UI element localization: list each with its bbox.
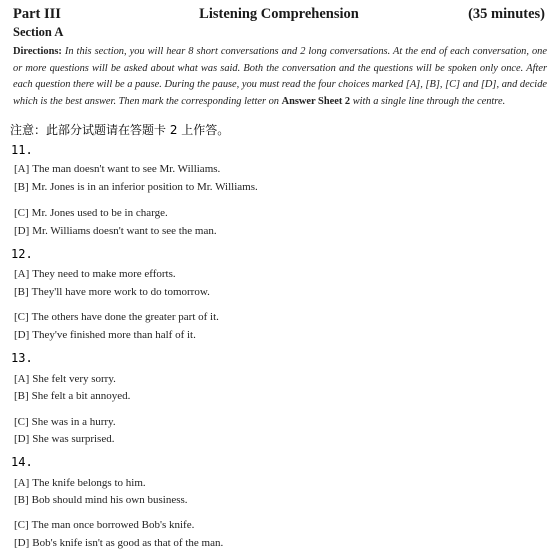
question-13-option-b[interactable] [14,390,130,402]
option-mark: [A] [14,163,30,175]
question-13-number: 13. [11,351,33,365]
part-label: Part III [13,6,61,22]
question-11-option-d[interactable] [14,225,217,237]
option-mark: [C] [14,207,29,219]
page-title: Listening Comprehension [199,6,359,22]
time-limit: (35 minutes) [468,6,545,22]
option-text: The man doesn't want to see Mr. Williams. [32,163,221,175]
option-mark: [A] [14,373,30,385]
option-text: Bob's knife isn't as good as that of the man. [32,537,224,549]
option-text: They need to make more efforts. [32,268,176,280]
directions-text-2: and decide which is the best answer. Then mark the corresponding letter on [13,79,547,107]
directions-choices: [A], [B], [C] and [D], [405,79,500,91]
question-14-number: 14. [11,455,33,469]
directions-paragraph [13,44,547,110]
option-text: She felt a bit annoyed. [31,390,131,402]
directions-label: Directions: [13,46,62,57]
option-mark: [B] [14,286,29,298]
question-11-option-c[interactable] [14,207,168,219]
option-text: Mr. Williams doesn't want to see the man. [32,225,217,237]
option-mark: [A] [14,268,30,280]
question-11-option-a[interactable] [14,163,220,175]
option-mark: [C] [14,416,29,428]
question-14-option-d[interactable] [14,537,223,549]
option-mark: [D] [14,329,30,341]
option-mark: [D] [14,537,30,549]
directions-text-1: In this section, you will hear 8 short conversations and 2 long conversations. At the end of each conversation, one or more questions will be asked about what was said. Both the conversation and the questions will be spoken only once. After each question there will be a pause. During the pause, you must read the four choices marked [13,46,547,91]
option-mark: [B] [14,494,29,506]
question-12-option-d[interactable] [14,329,196,341]
option-text: The others have done the greater part of it. [31,311,219,323]
option-mark: [C] [14,311,29,323]
question-11-number: 11. [11,143,33,157]
question-11-option-b[interactable] [14,181,258,193]
option-mark: [D] [14,225,30,237]
option-text: She felt very sorry. [32,373,116,385]
option-text: She was surprised. [32,433,115,445]
option-text: Bob should mind his own business. [31,494,188,506]
answer-sheet-label: Answer Sheet 2 [281,95,351,107]
question-12-option-b[interactable] [14,286,210,298]
option-text: They'll have more work to do tomorrow. [31,286,210,298]
question-14-option-c[interactable] [14,519,194,531]
option-text: Mr. Jones is in an inferior position to Mr. Williams. [31,181,258,193]
option-mark: [D] [14,433,30,445]
page-header [13,6,545,24]
question-13-option-c[interactable] [14,416,116,428]
option-mark: [A] [14,477,30,489]
section-heading: Section A [13,25,64,39]
option-mark: [B] [14,390,29,402]
option-text: They've finished more than half of it. [32,329,196,341]
question-14-option-a[interactable] [14,477,146,489]
answer-note: 注意：此部分试题请在答题卡 2 上作答。 [10,123,230,137]
option-text: She was in a hurry. [31,416,116,428]
question-13-option-d[interactable] [14,433,114,445]
question-14-option-b[interactable] [14,494,188,506]
directions-text-3: with a single line through the centre. [350,95,506,107]
question-12-number: 12. [11,247,33,261]
question-12-option-a[interactable] [14,268,176,280]
option-text: Mr. Jones used to be in charge. [31,207,168,219]
option-mark: [B] [14,181,29,193]
option-text: The knife belongs to him. [32,477,146,489]
option-mark: [C] [14,519,29,531]
option-text: The man once borrowed Bob's knife. [31,519,195,531]
question-12-option-c[interactable] [14,311,219,323]
question-13-option-a[interactable] [14,373,116,385]
